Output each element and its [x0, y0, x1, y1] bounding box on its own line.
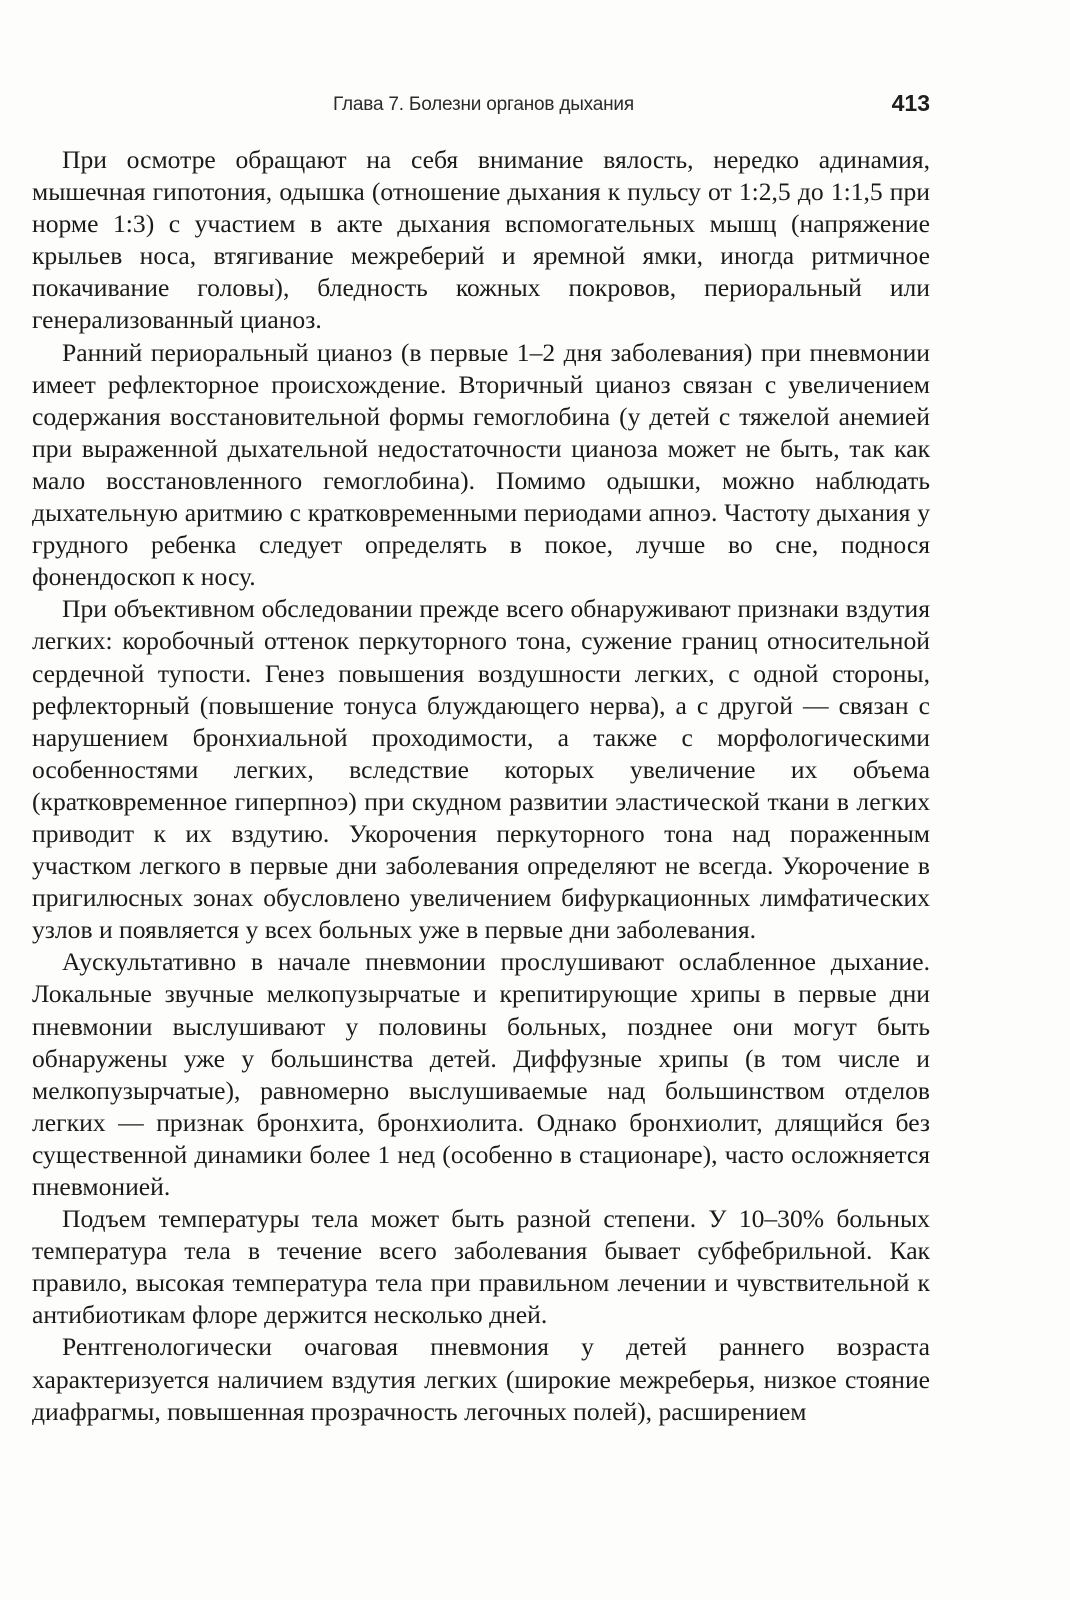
paragraph-radiology: Рентгенологически очаговая пневмония у детей раннего возраста характеризуется наличием вздутия легких (широкие межреберья, низкое стояние диафрагмы, повышенная прозрачность легочных полей), расширением: [32, 1332, 930, 1426]
paragraph-inspection: При осмотре обращают на себя внимание вялость, нередко адинамия, мышечная гипотония, одышка (отношение дыхания к пульсу от 1:2,5 до 1:1,5 при норме 1:3) с участием в акте дыхания вспомогательных мышц (напряжение крыльев носа, втягивание межреберий и яремной ямки, иногда ритмичное покачивание головы), бледность кожных покровов, периоральный или генерализованный цианоз.: [32, 145, 930, 335]
paragraph-cyanosis: Ранний периоральный цианоз (в первые 1–2 дня заболевания) при пневмонии имеет рефлекторное происхождение. Вторичный цианоз связан с увеличением содержания восстановительной формы гемоглобина (у детей с тяжелой анемией при выраженной дыхательной недостаточности цианоза может не быть, так как мало восстановленного гемоглобина). Помимо одышки, можно наблюдать дыхательную аритмию с кратковременными периодами апноэ. Частоту дыхания у грудного ребенка следует определять в покое, лучше во сне, поднося фонендоскоп к носу.: [32, 337, 930, 592]
running-head: Глава 7. Болезни органов дыхания: [333, 94, 634, 115]
paragraph-objective-exam: При объективном обследовании прежде всего обнаруживают признаки вздутия легких: коробочный оттенок перкуторного тона, сужение границ относительной сердечной тупости. Генез повышения воздушности легких, с одной стороны, рефлекторный (повышение тонуса блуждающего нерва), а с другой — связан с нарушением бронхиальной проходимости, а также с морфологическими особенностями легких, вследствие которых увеличение их объема (кратковременное гиперпноэ) при скудном развитии эластической ткани в легких приводит к их вздутию. Укорочения перкуторного тона над пораженным участком легкого в первые дни заболевания определяют не всегда. Укорочение в пригилюсных зонах обусловлено увеличением бифуркационных лимфатических узлов и появляется у всех больных уже в первые дни заболевания.: [32, 594, 930, 945]
paragraph-auscultation: Аускультативно в начале пневмонии прослушивают ослабленное дыхание. Локальные звучные мелкопузырчатые и крепитирующие хрипы в первые дни пневмонии выслушивают у половины больных, позднее они могут быть обнаружены уже у большинства детей. Диффузные хрипы (в том числе и мелкопузырчатые), равномерно выслушиваемые над большинством отделов легких — признак бронхита, бронхиолита. Однако бронхиолит, длящийся без существенной динамики более 1 нед (особенно в стационаре), часто осложняется пневмонией.: [32, 947, 930, 1201]
paragraph-temperature: Подъем температуры тела может быть разной степени. У 10–30% больных температура тела в течение всего заболевания бывает субфебрильной. Как правило, высокая температура тела при правильном лечении и чувствительной к антибиотикам флоре держится несколько дней.: [32, 1204, 930, 1330]
page-number: 413: [891, 90, 930, 116]
body-text: [32, 144, 930, 1428]
